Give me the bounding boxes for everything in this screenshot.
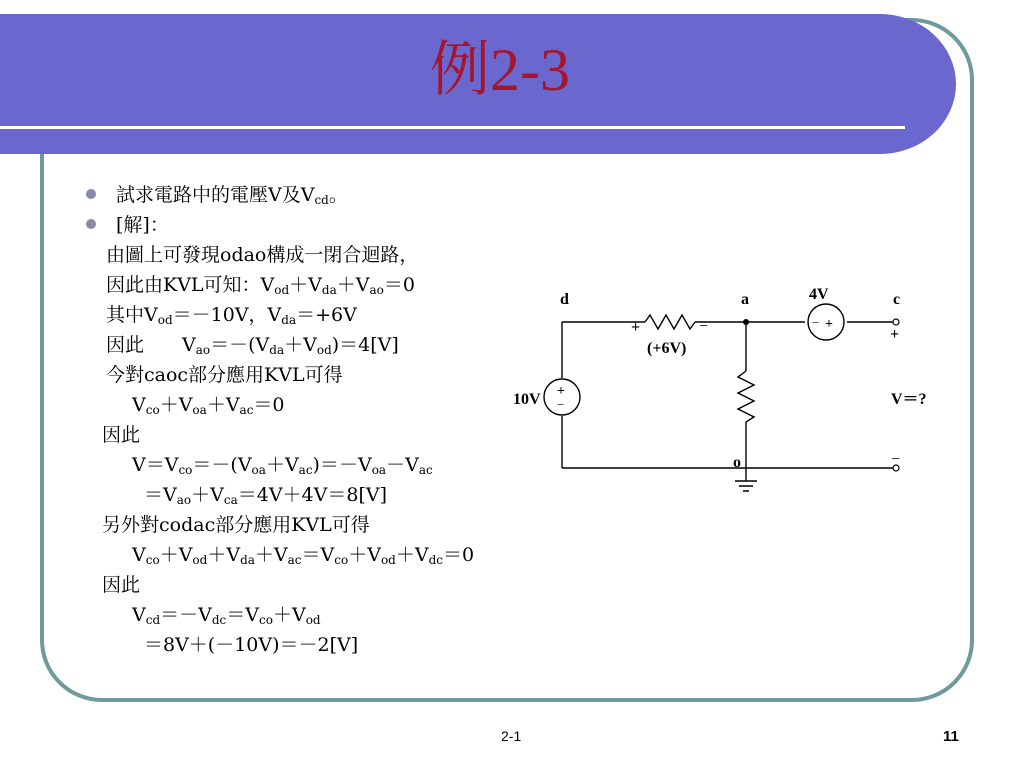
line-segment: ＋V — [289, 274, 322, 296]
solution-line — [106, 306, 357, 325]
line-segment: ＝0 — [253, 394, 285, 416]
resistor-plus-sign: + — [631, 319, 641, 336]
line-segment: V＝V — [132, 454, 179, 476]
solution-line — [106, 276, 415, 295]
line-segment: 因此 V — [106, 334, 196, 356]
terminal-c-icon — [893, 319, 899, 325]
source-10v-label: 10V — [513, 391, 541, 408]
line-segment: ＋V — [207, 544, 241, 566]
source-10v-plus-sign: + — [557, 384, 565, 399]
line-segment: V — [132, 394, 146, 416]
line-segment: V — [132, 604, 146, 626]
subscript: co — [334, 553, 349, 567]
subscript: ca — [223, 493, 238, 507]
node-a-label: a — [741, 291, 749, 308]
subscript: dc — [211, 613, 227, 627]
ground-icon — [735, 481, 757, 491]
solution-line — [144, 486, 387, 505]
resistor-minus-sign: − — [699, 318, 709, 335]
line-segment: )＝－V — [312, 454, 372, 476]
line-segment: ＝+6V — [296, 304, 357, 326]
line-segment: )＝4[V] — [331, 334, 399, 356]
node-c-label: c — [893, 291, 901, 308]
solution-line — [106, 336, 399, 355]
subscript: co — [145, 553, 160, 567]
subscript: ao — [176, 493, 192, 507]
subscript: od — [316, 343, 332, 357]
line-segment: ＋V — [284, 334, 317, 356]
node-a-dot — [743, 319, 749, 325]
line-segment: ＋V — [159, 394, 193, 416]
source-4v-plus-sign: + — [825, 317, 833, 332]
line-segment: 因此 — [102, 424, 141, 446]
bullet-icon — [86, 219, 96, 229]
line-segment: ＝V — [144, 484, 177, 506]
subscript: od — [305, 613, 321, 627]
question-line: 試求電路中的電壓V及$V_{cd}$。 — [116, 184, 348, 207]
line-segment: ＝－V — [160, 604, 212, 626]
subscript: ao — [369, 283, 384, 297]
line-segment: －V — [386, 454, 419, 476]
subscript: oa — [251, 463, 266, 477]
solution-line — [132, 456, 433, 475]
line-segment: ＝0 — [383, 274, 415, 296]
solution-line — [106, 366, 343, 385]
subscript: co — [145, 403, 160, 417]
subscript: od — [274, 283, 290, 297]
source-4v-minus-sign: − — [812, 315, 820, 330]
line-segment: ＝－(V — [210, 334, 270, 356]
line-segment: ＋V — [159, 544, 193, 566]
unknown-voltage-label: V＝? — [891, 391, 927, 408]
line-segment: 由圖上可發現odao構成一閉合迴路， — [106, 244, 419, 266]
banner-underline — [0, 126, 905, 129]
line-segment: ＝－(V — [192, 454, 252, 476]
resistor-voltage-label: (+6V) — [647, 340, 687, 357]
line-segment: ＝V — [226, 604, 260, 626]
circuit-diagram — [505, 285, 955, 505]
resistor-da — [645, 315, 695, 329]
node-d-label: d — [560, 291, 569, 308]
line-segment: 因此 — [102, 574, 141, 596]
source-10v-minus-sign: − — [557, 397, 565, 412]
subscript: ac — [239, 403, 254, 417]
subscript: da — [240, 553, 255, 567]
line-segment: 其中V — [106, 304, 158, 326]
line-segment: ＝V — [301, 544, 335, 566]
line-segment: ＋V — [395, 544, 429, 566]
subscript: od — [380, 553, 396, 567]
line-segment: ＝8V＋(－10V)＝－2[V] — [144, 634, 359, 656]
solution-line — [102, 516, 370, 535]
line-segment: ＋V — [206, 394, 240, 416]
line-segment: ＋V — [348, 544, 381, 566]
terminal-c-plus-sign: + — [890, 326, 900, 343]
subscript: ac — [298, 463, 313, 477]
subscript: ac — [418, 463, 433, 477]
solution-line — [144, 636, 358, 655]
subscript: co — [178, 463, 193, 477]
footer-section: 2-1 — [501, 728, 522, 744]
line-segment: ＋V — [336, 274, 370, 296]
solution-line — [132, 396, 285, 415]
line-segment: ＋V — [254, 544, 288, 566]
node-o-label: o — [733, 454, 741, 471]
line-segment: ＋V — [265, 454, 299, 476]
subscript: da — [321, 283, 337, 297]
solution-line — [132, 606, 321, 625]
line-segment: 因此由KVL可知：V — [106, 274, 275, 296]
subscript: od — [157, 313, 173, 327]
solution-line — [102, 426, 140, 445]
page-number: 11 — [943, 728, 959, 745]
resistor-ao — [738, 371, 754, 422]
subscript: od — [192, 553, 208, 567]
bullet-icon — [86, 189, 96, 199]
line-segment: V — [132, 544, 146, 566]
source-4v-label: 4V — [809, 286, 829, 303]
line-segment: ＝－10V，V — [172, 304, 282, 326]
solution-line — [106, 246, 418, 265]
subscript: ao — [195, 343, 211, 357]
terminal-o-minus-sign: − — [891, 451, 901, 468]
solution-line — [102, 576, 140, 595]
subscript: ac — [287, 553, 302, 567]
subscript: cd — [145, 613, 161, 627]
line-segment: 今對caoc部分應用KVL可得 — [106, 364, 343, 386]
subscript: oa — [192, 403, 207, 417]
answer-heading: [解]： — [116, 214, 169, 236]
line-segment: 另外對codac部分應用KVL可得 — [102, 514, 370, 536]
subscript: dc — [428, 553, 443, 567]
slide-title: 例2-3 — [430, 37, 570, 103]
line-segment: ＋V — [272, 604, 306, 626]
line-segment: ＝0 — [442, 544, 475, 566]
solution-line — [132, 546, 474, 565]
subscript: da — [269, 343, 285, 357]
subscript: da — [281, 313, 297, 327]
subscript: co — [259, 613, 273, 627]
line-segment: ＝4V＋4V＝8[V] — [237, 484, 387, 506]
subscript: oa — [371, 463, 387, 477]
line-segment: ＋V — [191, 484, 224, 506]
